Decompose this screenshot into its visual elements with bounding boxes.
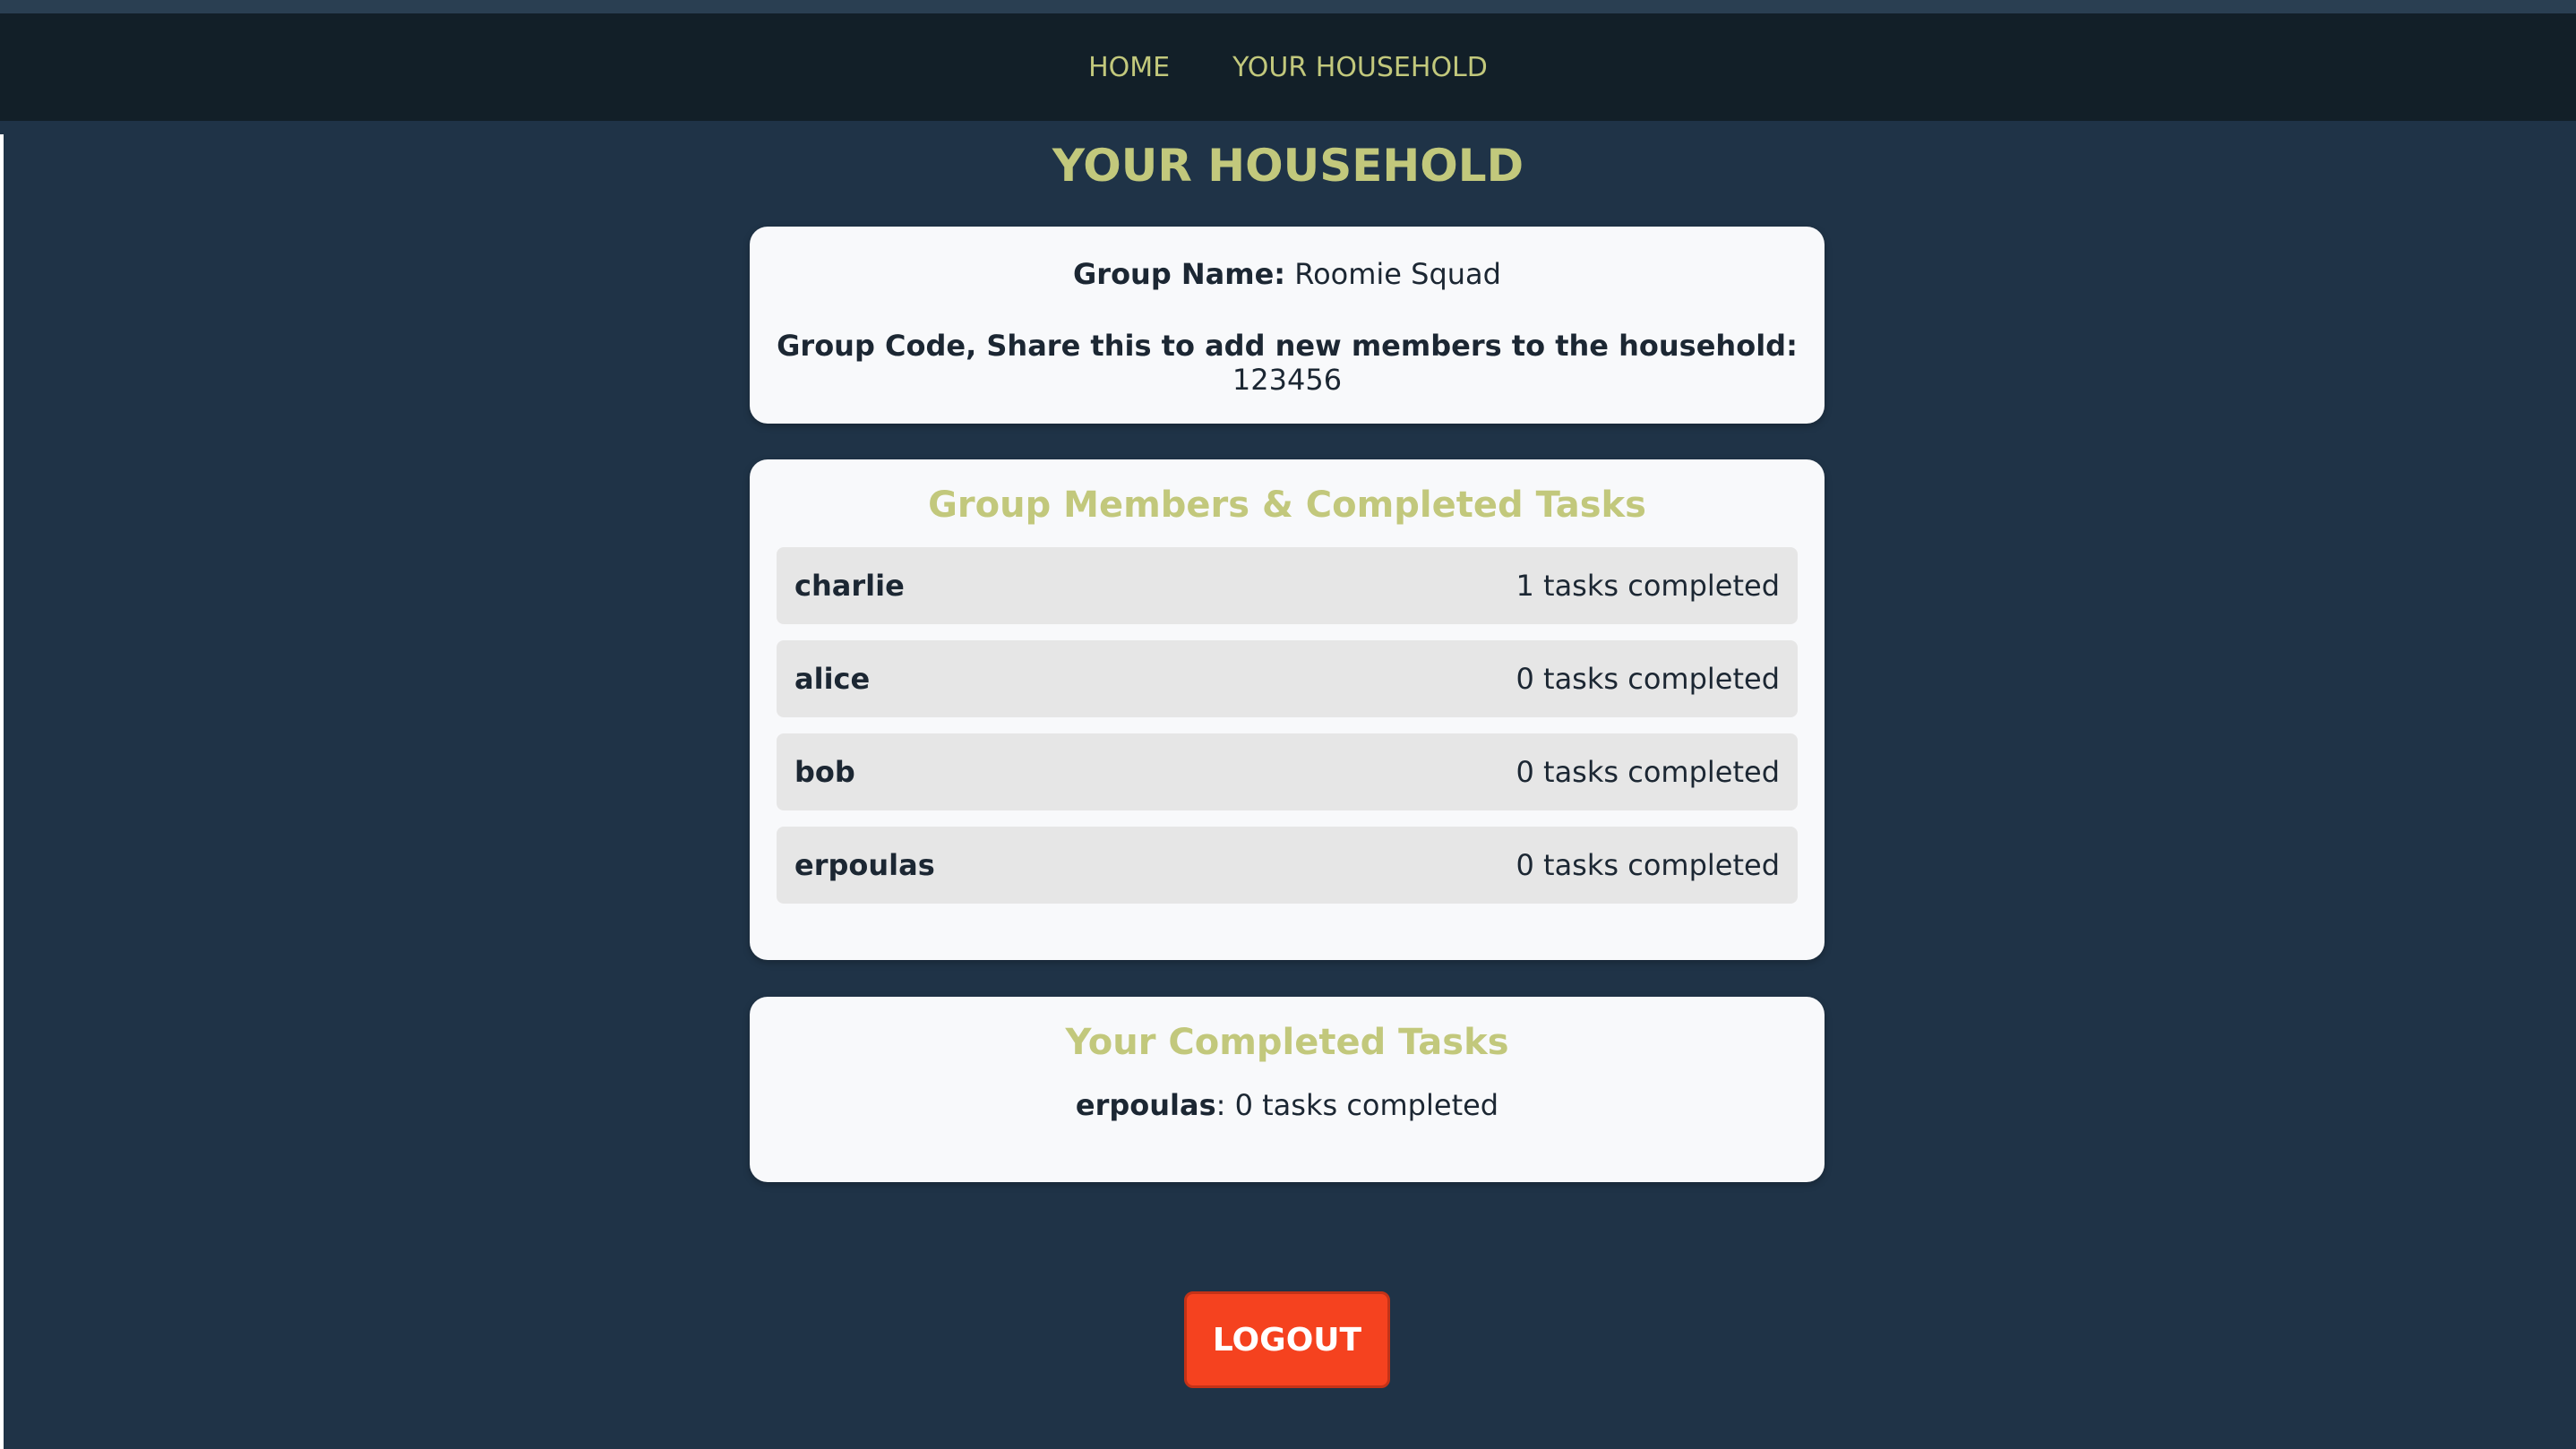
member-name: erpoulas [794, 848, 935, 882]
group-name-line [750, 257, 1825, 291]
top-navbar [0, 13, 2576, 121]
page-title: YOUR HOUSEHOLD [1052, 140, 1524, 192]
your-task-summary: : 0 tasks completed [1215, 1088, 1499, 1122]
member-name: bob [794, 755, 855, 789]
group-code-line [750, 329, 1825, 397]
nav-link-your-household[interactable]: YOUR HOUSEHOLD [1232, 51, 1488, 83]
member-task-count: 0 tasks completed [1516, 848, 1780, 882]
group-name-value: Roomie Squad [1294, 257, 1501, 291]
your-username: erpoulas [1075, 1088, 1216, 1122]
member-row [777, 733, 1798, 810]
member-task-count: 1 tasks completed [1516, 569, 1780, 603]
members-heading: Group Members & Completed Tasks [928, 484, 1646, 526]
logout-button[interactable]: LOGOUT [1184, 1291, 1390, 1388]
group-code-label: Group Code, Share this to add new members to the household: [777, 329, 1798, 363]
your-tasks-line [750, 1088, 1825, 1122]
member-task-count: 0 tasks completed [1516, 755, 1780, 789]
nav-link-home[interactable]: HOME [1088, 51, 1171, 83]
group-name-label: Group Name: [1073, 257, 1286, 291]
top-strip [0, 0, 2576, 13]
member-row [777, 547, 1798, 624]
member-row [777, 640, 1798, 717]
member-name: charlie [794, 569, 905, 603]
member-row [777, 827, 1798, 904]
member-task-count: 0 tasks completed [1516, 662, 1780, 696]
your-tasks-card [750, 997, 1825, 1182]
group-members-card [750, 459, 1825, 960]
left-edge-line [0, 134, 4, 1449]
group-code-value: 123456 [1232, 363, 1343, 397]
your-tasks-heading: Your Completed Tasks [1065, 1022, 1509, 1063]
group-info-card [750, 227, 1825, 424]
member-list [777, 547, 1798, 920]
member-name: alice [794, 662, 871, 696]
